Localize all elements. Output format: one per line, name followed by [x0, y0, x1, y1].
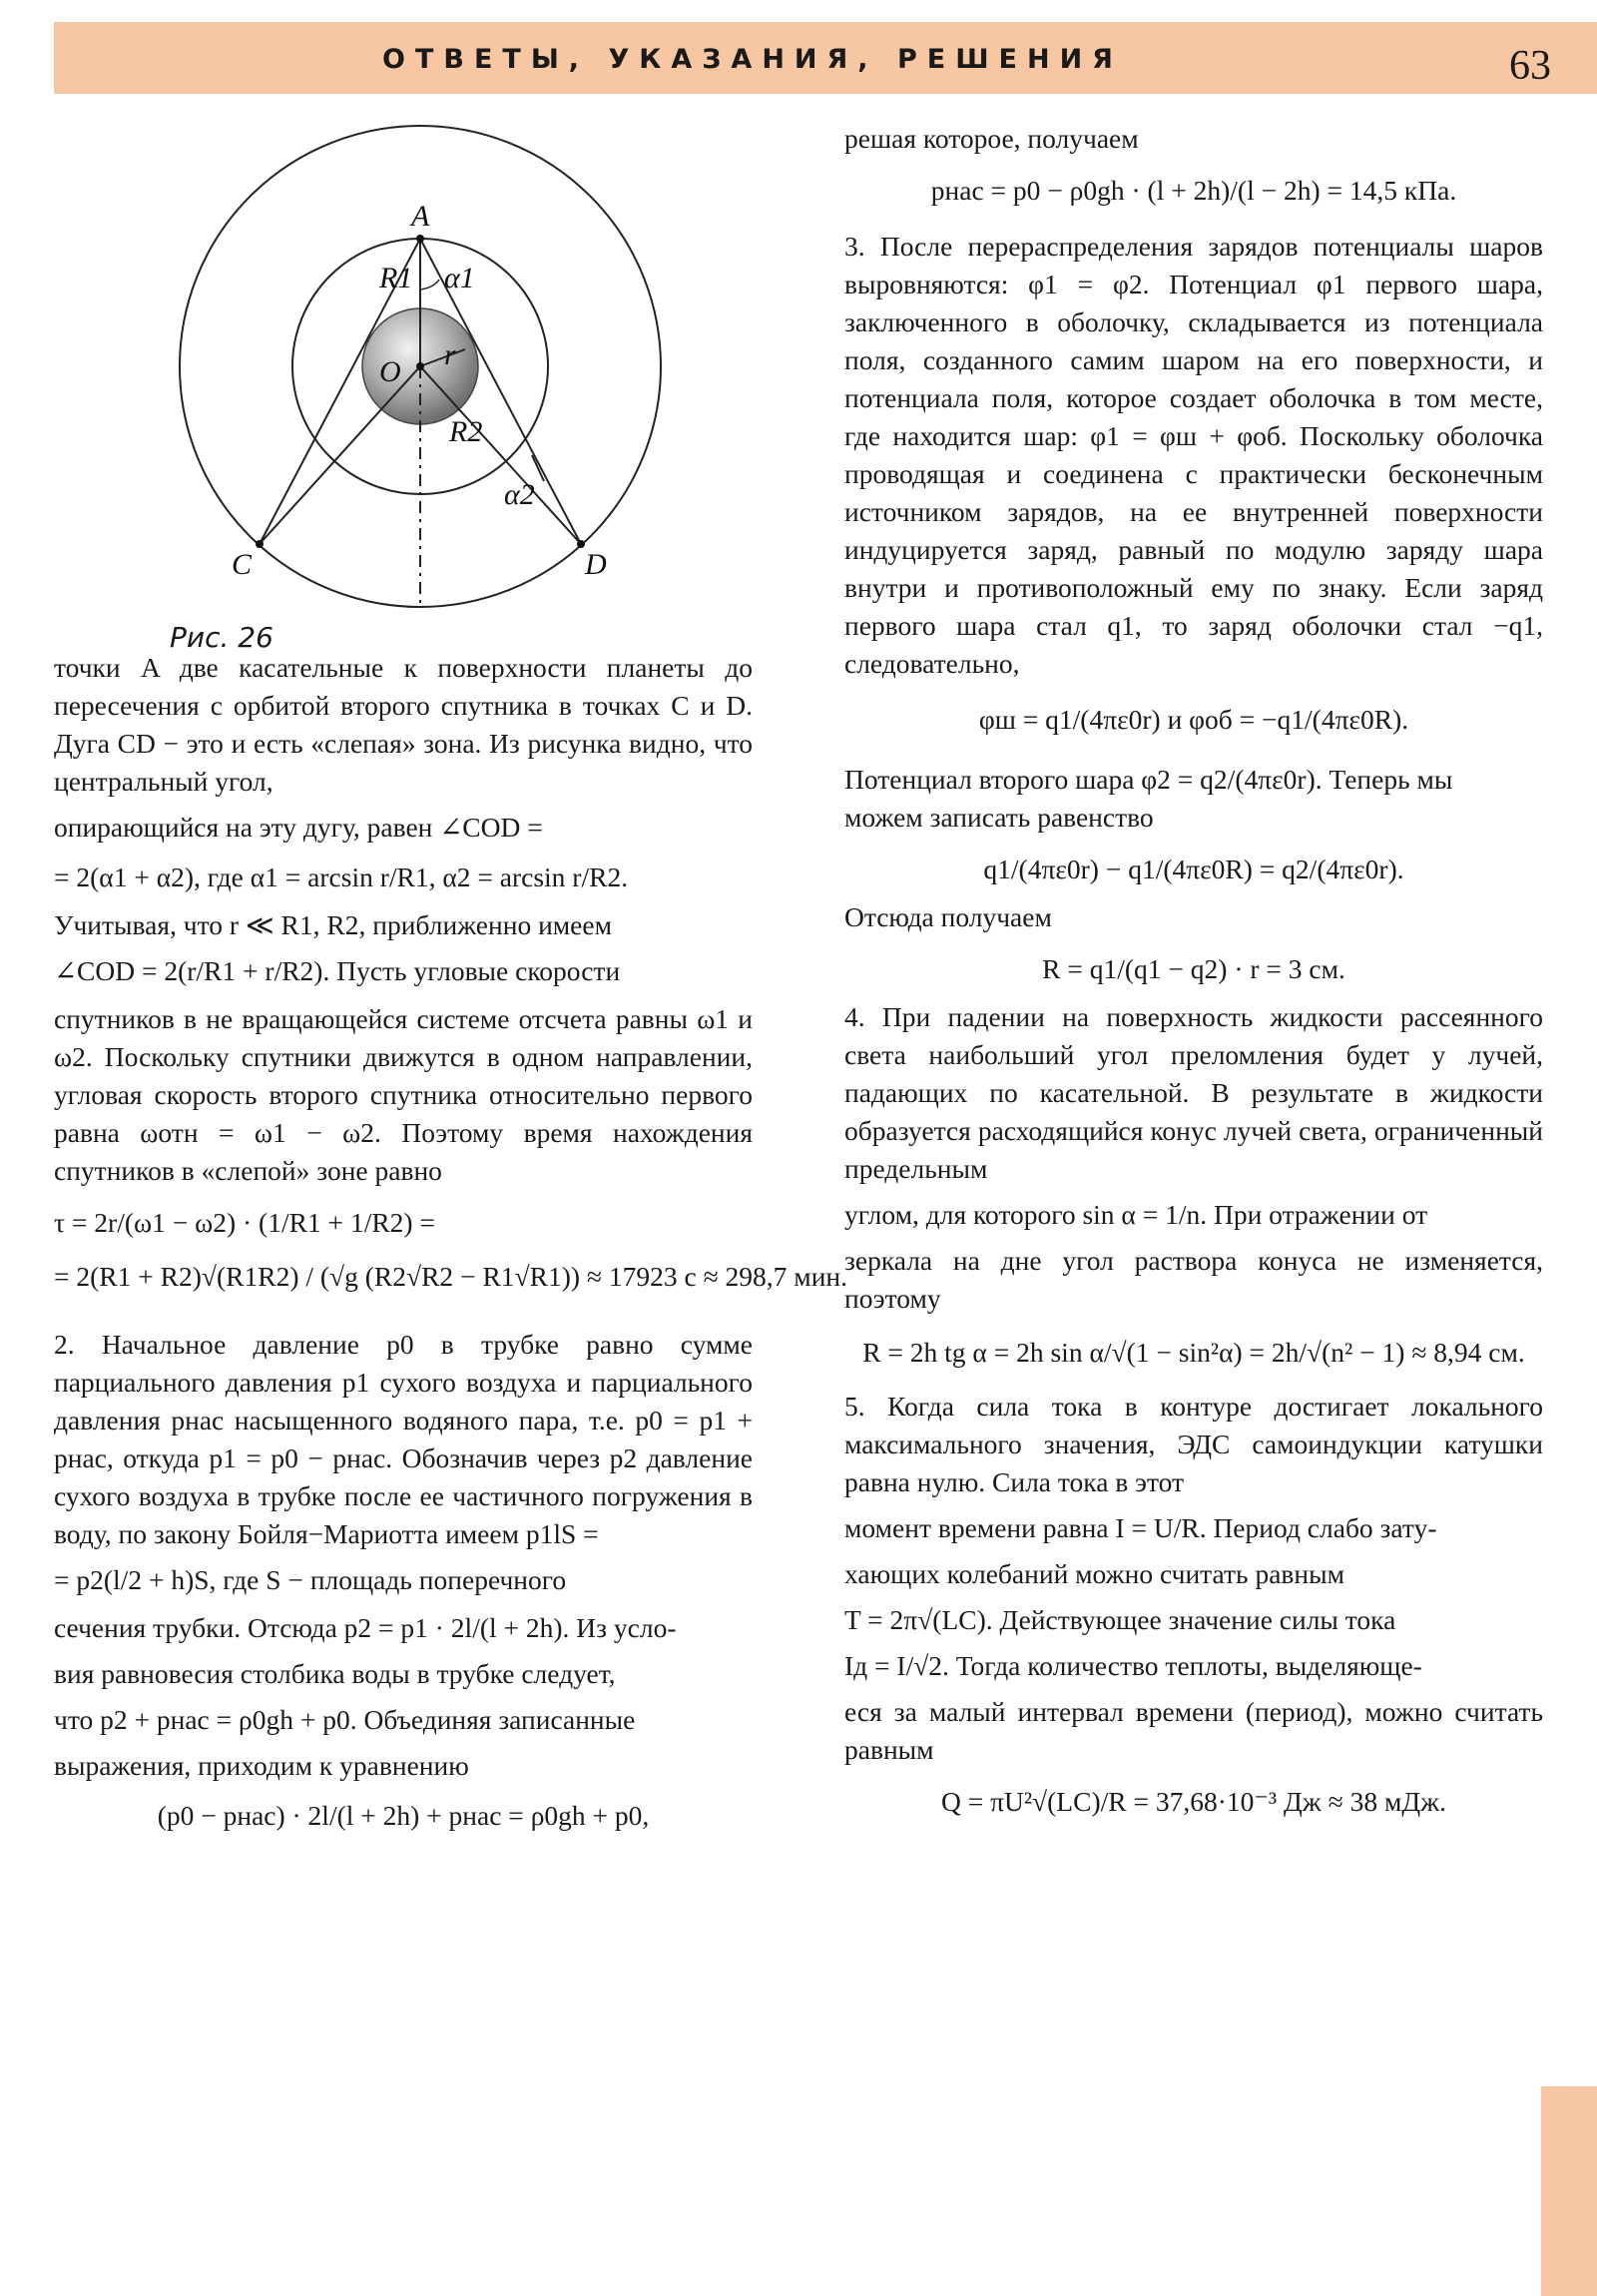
- paragraph: что p2 + pнас = ρ0gh + p0. Объединяя записанные: [54, 1704, 636, 1735]
- paragraph: решая которое, получаем: [844, 123, 1139, 154]
- equation: ∠COD = 2(r/R1 + r/R2). Пусть угловые скорости: [54, 955, 621, 986]
- right-column: [844, 120, 1543, 1831]
- page-number: 63: [1509, 43, 1551, 89]
- point-c: [256, 540, 264, 548]
- equation: τ = 2r/(ω1 − ω2) · (1/R1 + 1/R2) =: [54, 1207, 435, 1238]
- paragraph: Потенциал второго шара φ2 = q2/(4πε0r). Теперь мы: [844, 764, 1453, 795]
- paragraph: спутников в не вращающейся системе отсчета равны ω1 и ω2. Поскольку спутники движутся в одном направлении, угловая скорость второго спутника относительно первого равна ωотн = ω1 − ω2. Поэтому время нахождения спутников в «слепой» зоне равно: [54, 1003, 753, 1186]
- equation: (p0 − pнас) · 2l/(l + 2h) + pнас = ρ0gh + p0,: [157, 1800, 650, 1831]
- paragraph: T = 2π√(LC). Действующее значение силы тока: [844, 1604, 1396, 1635]
- equation: pнас = p0 − ρ0gh · (l + 2h)/(l − 2h) = 14,5 кПа.: [930, 175, 1457, 206]
- equation: R = 2h tg α = 2h sin α/√(1 − sin²α) = 2h/√(n² − 1) ≈ 8,94 см.: [862, 1337, 1525, 1368]
- paragraph: опирающийся на эту дугу, равен ∠COD =: [54, 812, 543, 843]
- equation: = p2(l/2 + h)S, где S − площадь поперечного: [54, 1564, 567, 1595]
- running-header: ОТВЕТЫ, УКАЗАНИЯ, РЕШЕНИЯ: [382, 44, 1123, 75]
- paragraph: углом, для которого sin α = 1/n. При отражении от: [844, 1199, 1428, 1230]
- paragraph: момент времени равна I = U/R. Период слабо зату-: [844, 1512, 1437, 1543]
- paragraph: выражения, приходим к уравнению: [54, 1750, 469, 1781]
- figure-caption: Рис. 26: [170, 621, 273, 654]
- paragraph: 2. Начальное давление p0 в трубке равно сумме парциального давления p1 сухого воздуха и парциального давления pнас насыщенного водяного пара, т.е. p0 = p1 + pнас, откуда p1 = p0 − pнас. Обозначив через p2 давление сухого воздуха в трубке после ее частичного погружения в воду, по закону Бойля−Мариотта имеем p1lS =: [54, 1329, 753, 1549]
- angle-arc-1: [420, 280, 439, 289]
- label-alpha2: α2: [504, 478, 535, 511]
- point-d: [577, 540, 585, 548]
- paragraph: Учитывая, что r ≪ R1, R2, приближенно имеем: [54, 909, 612, 940]
- paragraph: еся за малый интервал времени (период), можно считать равным: [844, 1696, 1543, 1765]
- paragraph: 4. При падении на поверхность жидкости рассеянного света наибольший угол преломления будет у лучей, падающих по касательной. В результате в жидкости образуется расходящийся конус лучей света, ограниченный предельным: [844, 1001, 1543, 1184]
- label-a: A: [411, 200, 430, 233]
- paragraph: 3. После перераспределения зарядов потенциалы шаров выровняются: φ1 = φ2. Потенциал φ1 первого шара, заключенного в оболочку, складывается из потенциала поля, созданного самим шаром на его поверхности, и потенциала поля, которое создает оболочка в том месте, где находится шар: φ1 = φш + φоб. Поскольку оболочка проводящая и соединена с практически бесконечным источником зарядов, на ее внутренней поверхности индуцируется заряд, равный по модулю заряду шара внутри и противоположный ему по знаку. Если заряд первого шара стал q1, то заряд оболочки стал −q1, следовательно,: [844, 231, 1543, 679]
- label-o: O: [379, 355, 401, 388]
- label-r2: R2: [449, 415, 483, 448]
- paragraph: зеркала на дне угол раствора конуса не изменяется, поэтому: [844, 1245, 1543, 1314]
- paragraph: точки A две касательные к поверхности планеты до пересечения с орбитой второго спутника в точках C и D. Дуга CD − это и есть «слепая» зона. Из рисунка видно, что центральный угол,: [54, 652, 753, 797]
- paragraph: 5. Когда сила тока в контуре достигает локального максимального значения, ЭДС самоиндукции катушки равна нулю. Сила тока в этот: [844, 1391, 1543, 1497]
- paragraph: вия равновесия столбика воды в трубке следует,: [54, 1658, 616, 1689]
- label-d: D: [585, 548, 607, 581]
- paragraph: Отсюда получаем: [844, 901, 1052, 932]
- paragraph: Iд = I/√2. Тогда количество теплоты, выделяюще-: [844, 1650, 1422, 1681]
- paragraph: сечения трубки. Отсюда p2 = p1 · 2l/(l + 2h). Из усло-: [54, 1612, 677, 1643]
- figure-26: [150, 120, 709, 619]
- label-alpha1: α1: [444, 262, 475, 294]
- equation: q1/(4πε0r) − q1/(4πε0R) = q2/(4πε0r).: [983, 854, 1404, 884]
- point-a: [416, 235, 424, 243]
- equation: φш = q1/(4πε0r) и φоб = −q1/(4πε0R).: [978, 704, 1409, 735]
- label-r1: R1: [379, 262, 413, 294]
- equation: R = q1/(q1 − q2) · r = 3 см.: [1042, 953, 1345, 984]
- equation: = 2(α1 + α2), где α1 = arcsin r/R1, α2 = arcsin r/R2.: [54, 861, 629, 892]
- paragraph: хающих колебаний можно считать равным: [844, 1558, 1344, 1589]
- equation: Q = πU²√(LC)/R = 37,68·10⁻³ Дж ≈ 38 мДж.: [940, 1786, 1447, 1817]
- paragraph: можем записать равенство: [844, 802, 1154, 833]
- corner-accent: [1541, 2086, 1597, 2296]
- label-r: r: [444, 338, 456, 371]
- left-column: [54, 649, 848, 1845]
- label-c: C: [232, 548, 253, 581]
- equation: = 2(R1 + R2)√(R1R2) / (√g (R2√R2 − R1√R1)) ≈ 17923 с ≈ 298,7 мин.: [54, 1261, 848, 1292]
- point-o: [416, 362, 424, 370]
